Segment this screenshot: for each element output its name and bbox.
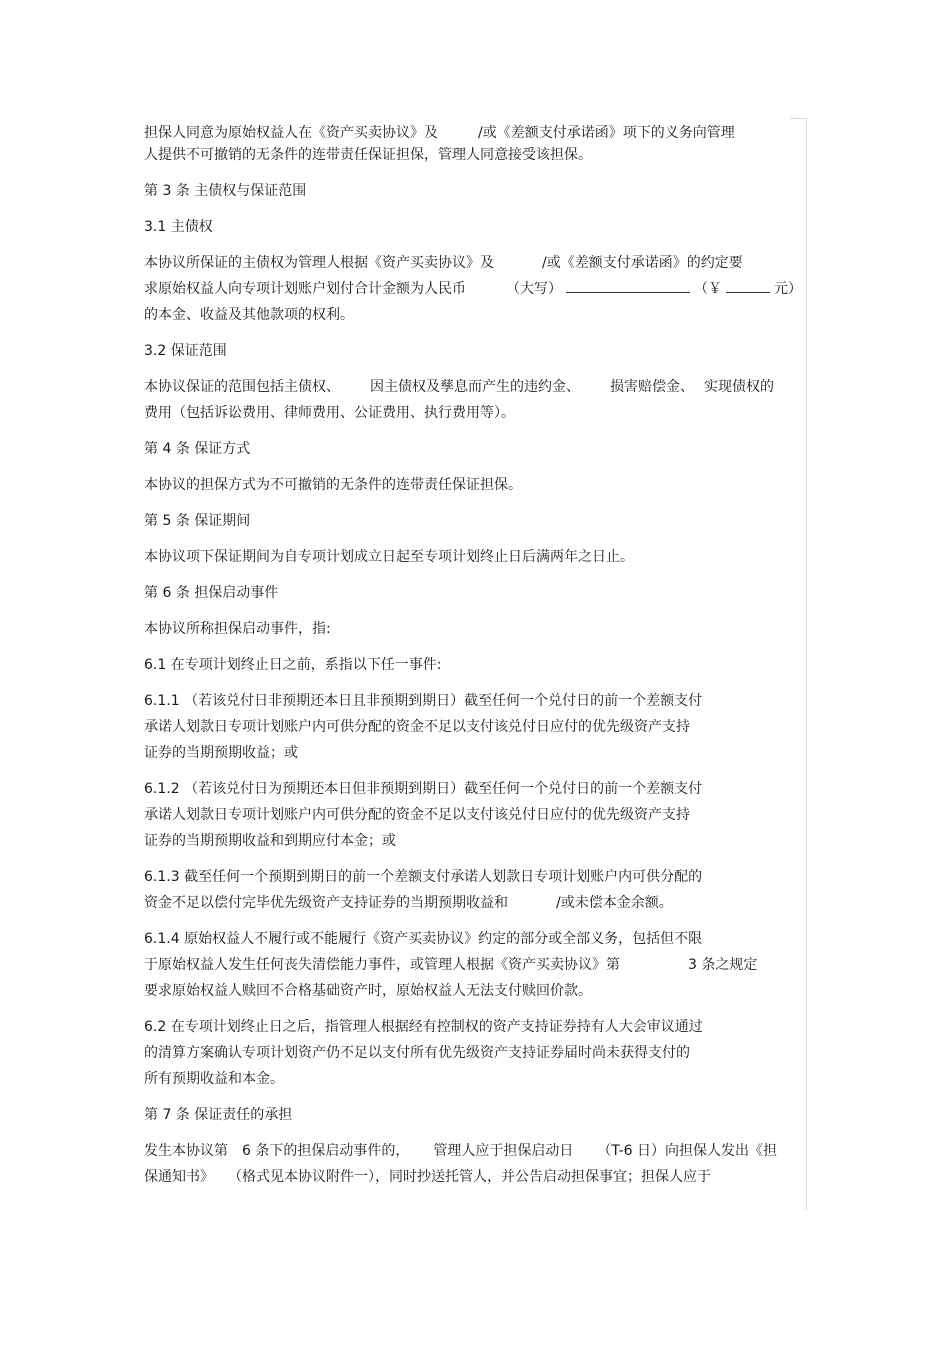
page-border-top: [790, 118, 807, 119]
amount-words-blank: [566, 278, 690, 293]
section-6-1-3-line-1: 6.1.3 截至任何一个预期到期日的前一个差额支付承诺人划款日专项计划账户内可供分配的: [144, 869, 703, 885]
article-3-heading: 第 3 条 主债权与保证范围: [144, 183, 307, 199]
section-6-1-2-line-3: 证券的当期预期收益和到期应付本金；或: [144, 833, 396, 849]
article-7-line-1: 发生本协议第 6 条下的担保启动事件的， 管理人应于担保启动日 （T-6 日）向担保人发出《担: [144, 1143, 778, 1159]
article-6-heading: 第 6 条 担保启动事件: [144, 585, 279, 601]
section-3-2-heading: 3.2 保证范围: [144, 343, 227, 359]
article-6-text: 本协议所称担保启动事件，指:: [144, 621, 331, 637]
section-6-2-line-1: 6.2 在专项计划终止日之后，指管理人根据经有控制权的资产支持证券持有人大会审议通过: [144, 1019, 703, 1035]
article-4-text: 本协议的担保方式为不可撤销的无条件的连带责任保证担保。: [144, 477, 522, 493]
section-3-2-line-1: 本协议保证的范围包括主债权、 因主债权及孳息而产生的违约金、 损害赔偿金、 实现债权的: [144, 379, 774, 395]
section-6-1-4-line-2: 于原始权益人发生任何丧失清偿能力事件，或管理人根据《资产买卖协议》第 3 条之规定: [144, 957, 758, 973]
section-6-1-1-line-3: 证券的当期预期收益；或: [144, 745, 298, 761]
section-6-1-1-line-2: 承诺人划款日专项计划账户内可供分配的资金不足以支付该兑付日应付的优先级资产支持: [144, 719, 690, 735]
amount-figure-blank: [726, 278, 770, 293]
section-3-1-line-2: 求原始权益人向专项计划账户划付合计金额为人民币 （大写） （￥ 元）: [144, 278, 809, 300]
intro-paragraph-line-1: 担保人同意为原始权益人在《资产买卖协议》及 /或《差额支付承诺函》项下的义务向管理: [144, 125, 735, 141]
section-3-2-line-2: 费用（包括诉讼费用、律师费用、公证费用、执行费用等）。: [144, 405, 515, 421]
section-6-1-2-line-1: 6.1.2 （若该兑付日为预期还本日但非预期到期日）截至任何一个兑付日的前一个差额支付: [144, 781, 703, 797]
section-6-1-text: 6.1 在专项计划终止日之前，系指以下任一事件:: [144, 657, 442, 673]
section-3-1-line-1: 本协议所保证的主债权为管理人根据《资产买卖协议》及 /或《差额支付承诺函》的约定要: [144, 255, 743, 271]
section-6-1-2-line-2: 承诺人划款日专项计划账户内可供分配的资金不足以支付该兑付日应付的优先级资产支持: [144, 807, 690, 823]
section-6-1-4-line-3: 要求原始权益人赎回不合格基础资产时，原始权益人无法支付赎回价款。: [144, 983, 592, 999]
article-7-line-2: 保通知书》 （格式见本协议附件一），同时抄送托管人，并公告启动担保事宜；担保人应于: [144, 1169, 711, 1185]
section-6-2-line-3: 所有预期收益和本金。: [144, 1071, 284, 1087]
section-3-1-heading: 3.1 主债权: [144, 219, 213, 235]
article-4-heading: 第 4 条 保证方式: [144, 441, 251, 457]
section-3-1-line-3: 的本金、收益及其他款项的权利。: [144, 307, 354, 323]
intro-paragraph-line-2: 人提供不可撤销的无条件的连带责任保证担保，管理人同意接受该担保。: [144, 147, 592, 163]
section-6-1-4-line-1: 6.1.4 原始权益人不履行或不能履行《资产买卖协议》约定的部分或全部义务，包括但不限: [144, 931, 703, 947]
article-5-text: 本协议项下保证期间为自专项计划成立日起至专项计划终止日后满两年之日止。: [144, 549, 634, 565]
article-7-heading: 第 7 条 保证责任的承担: [144, 1107, 293, 1123]
section-6-1-1-line-1: 6.1.1 （若该兑付日非预期还本日且非预期到期日）截至任何一个兑付日的前一个差额支付: [144, 693, 703, 709]
section-6-2-line-2: 的清算方案确认专项计划资产仍不足以支付所有优先级资产支持证券届时尚未获得支付的: [144, 1045, 690, 1061]
article-5-heading: 第 5 条 保证期间: [144, 513, 251, 529]
document-body: [144, 122, 809, 1188]
section-6-1-3-line-2: 资金不足以偿付完毕优先级资产支持证券的当期预期收益和 /或未偿本金余额。: [144, 895, 673, 911]
